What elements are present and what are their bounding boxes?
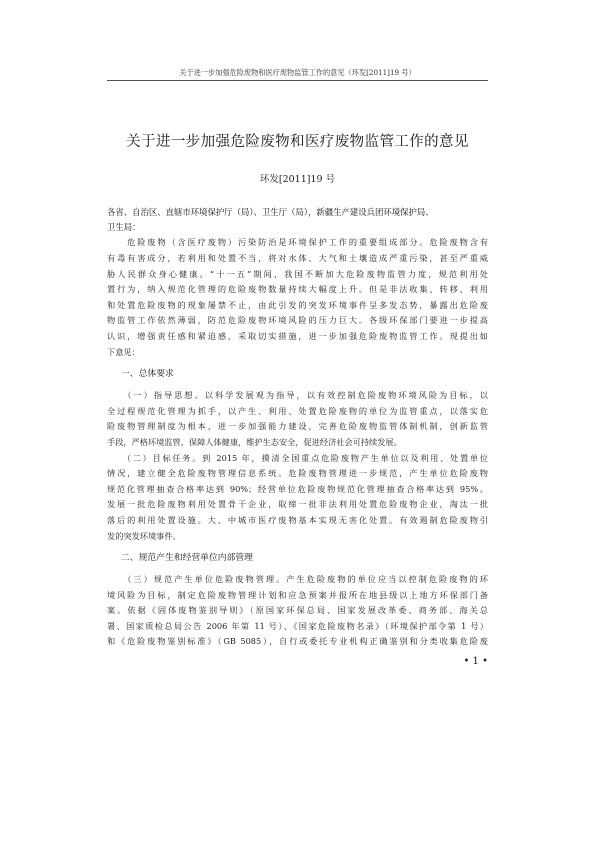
text-line: 情况，建立健全危险废物管理信息系统。危险废物管理进一步规范，产生单位危险废物 <box>107 468 488 479</box>
section-heading-internal-management: 二、规范产生和经营单位内部管理 <box>121 553 253 564</box>
targets-paragraph <box>107 451 488 545</box>
text-line: 危险废物（含医疗废物）污染防治是环境保护工作的重要组成部分。危险废物含有 <box>107 237 488 248</box>
text-line: 置行为，纳入规范化管理的危险废物数量持续大幅度上升。但是非法收集、转移、利用 <box>107 284 488 295</box>
guiding-principle-paragraph <box>107 388 488 450</box>
text-line: 胁人民群众身心健康。“十一五”期间，我国不断加大危险废物监管力度，规范利用处 <box>107 268 488 279</box>
text-line: 境风险为目标，制定危险废物管理计划和应急预案并报所在地县级以上地方环保部门备 <box>107 589 488 600</box>
text-line: 案。依据《固体废物鉴别导则》（原国家环保总局、国家发展改革委、商务部、海关总 <box>107 605 488 616</box>
text-line: （三）规范产生单位危险废物管理。产生危险废物的单位应当以控制危险废物的环 <box>107 574 488 585</box>
text-line: 认识，增强责任感和紧迫感，采取切实措施，进一步加强危险废物监管工作。现提出如 <box>107 330 488 341</box>
running-header: 关于进一步加强危险废物和医疗废物监管工作的意见（环发[2011]19 号） <box>179 68 416 77</box>
document-body <box>107 205 488 650</box>
addressee-line: 卫生局： <box>107 222 141 233</box>
document-title: 关于进一步加强危险废物和医疗废物监管工作的意见 <box>126 134 469 150</box>
header-rule <box>107 80 488 81</box>
document-number: 环发[2011]19 号 <box>259 174 336 185</box>
addressee <box>107 205 488 235</box>
text-line: 和处置危险废物的现象屡禁不止，由此引发的突发环境事件呈多发态势，暴露出危险废 <box>107 299 488 310</box>
text-line: 署、国家质检总局公告 2006 年第 11 号）、《国家危险废物名录》（环境保护部令第 1 号） <box>107 620 488 631</box>
text-line: 下意见： <box>107 346 140 357</box>
text-line: 有毒有害成分，若利用和处置不当，将对水体、大气和土壤造成严重污染，甚至严重威 <box>107 253 488 263</box>
section-heading-general-requirements: 一、总体要求 <box>121 369 174 380</box>
text-line: 全过程规范化管理为抓手，以产生、利用、处置危险废物的单位为监管重点，以落实危 <box>107 405 488 416</box>
text-line: （二）目标任务。到 2015 年，摸清全国重点危险废物产生单位以及利用、处置单位 <box>107 452 488 463</box>
text-line: 落后的利用处置设施。大、中城市医疗废物基本实现无害化处置。有效遏制危险废物引 <box>107 514 488 525</box>
page-number: • 1 • <box>463 656 488 667</box>
text-line: 险废物管理制度为根本，进一步加强能力建设，完善危险废物监管体制机制，创新监管 <box>107 421 488 432</box>
text-line: 和《危险废物鉴别标准》（GB 5085），自行或委托专业机构正确鉴别和分类收集危险废 <box>107 636 488 647</box>
text-line: （一）指导思想。以科学发展观为指导，以有效控制危险废物环境风险为目标，以 <box>107 390 488 401</box>
text-line: 规范化管理抽查合格率达到 90%；经营单位危险废物规范化管理抽查合格率达到 95%。 <box>107 483 488 494</box>
text-line: 物监管工作依然薄弱，防范危险废物环境风险的压力巨大。各级环保部门要进一步提高 <box>107 315 488 326</box>
addressee-line: 各省、自治区、直辖市环境保护厅（局）、卫生厅（局），新疆生产建设兵团环境保护局、 <box>107 207 434 217</box>
intro-paragraph <box>107 235 488 360</box>
text-line: 发展一批危险废物利用处置骨干企业，取缔一批非法利用处置危险废物企业，淘汰一批 <box>107 499 488 510</box>
text-line: 发的突发环境事件。 <box>107 530 181 541</box>
producer-management-paragraph <box>107 572 488 650</box>
text-line: 手段，严格环境监管，保障人体健康，维护生态安全，促进经济社会可持续发展。 <box>107 436 402 447</box>
